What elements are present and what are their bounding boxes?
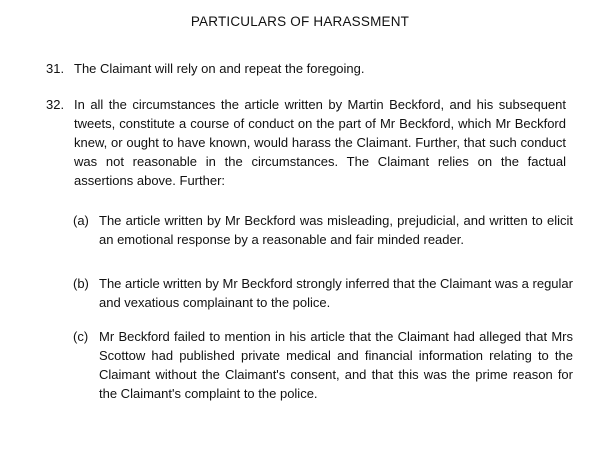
paragraph-32 <box>46 95 566 190</box>
subparagraph-a <box>73 211 573 249</box>
subparagraph-label: (b) <box>73 276 89 291</box>
paragraph-number: 31. <box>46 61 65 76</box>
document-heading: PARTICULARS OF HARASSMENT <box>190 14 410 29</box>
paragraph-31 <box>46 59 566 78</box>
paragraph-text: In all the circumstances the article written by Martin Beckford, and his subsequent tweets, constitute a course of conduct on the part of Mr Beckford, which Mr Beckford knew, or ought to have known, would harass the Claimant. Further, that such conduct was not reasonable in the circumstances. The Claimant relies on the factual assertions above. Further: <box>74 97 566 188</box>
paragraph-number: 32. <box>46 97 65 112</box>
subparagraph-text: The article written by Mr Beckford was misleading, prejudicial, and written to elicit an emotional response by a reasonable and fair minded reader. <box>99 213 573 247</box>
subparagraph-b <box>73 274 573 312</box>
subparagraph-c <box>73 327 573 403</box>
subparagraph-text: The article written by Mr Beckford strongly inferred that the Claimant was a regular and vexatious complainant to the police. <box>99 276 573 310</box>
subparagraph-label: (c) <box>73 329 89 344</box>
subparagraph-label: (a) <box>73 213 89 228</box>
paragraph-text: The Claimant will rely on and repeat the foregoing. <box>74 61 365 76</box>
subparagraph-text: Mr Beckford failed to mention in his article that the Claimant had alleged that Mrs Scottow had published private medical and financial information relating to the Claimant without the Claimant's consent, and that this was the prime reason for the Claimant's complaint to the police. <box>99 329 573 401</box>
